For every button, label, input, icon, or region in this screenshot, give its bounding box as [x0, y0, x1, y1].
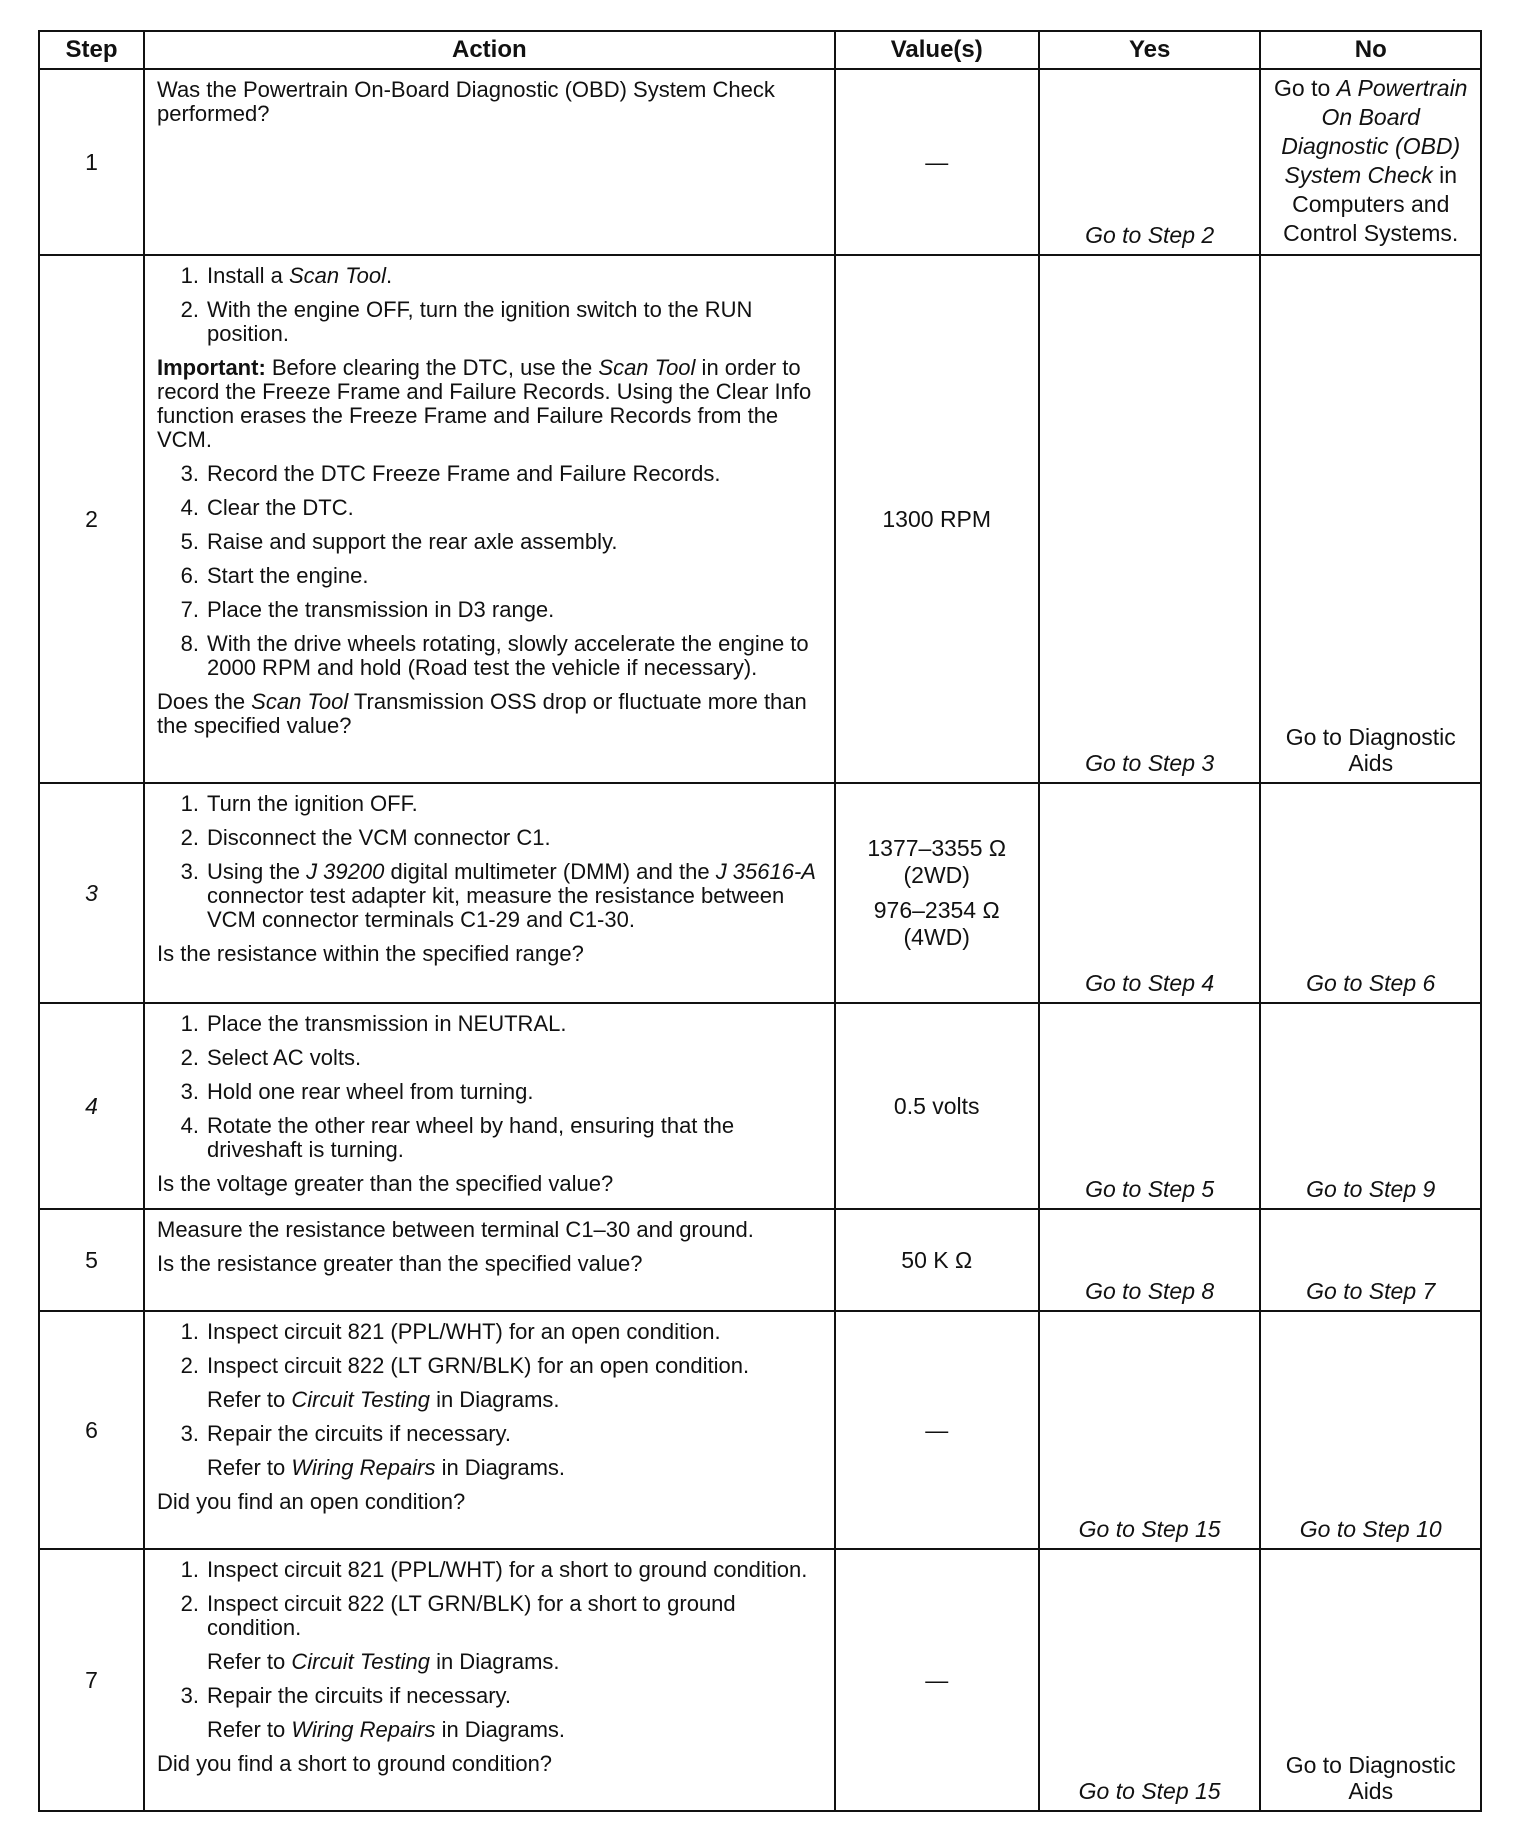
step-number: 7: [39, 1549, 144, 1811]
diagnostic-table-page: [38, 30, 1482, 1812]
no-cell: Go to Step 9: [1260, 1003, 1481, 1209]
step-number: 1: [39, 69, 144, 255]
action-question: Was the Powertrain On-Board Diagnostic (OBD) System Check performed?: [157, 77, 775, 126]
diagnostic-table: [38, 30, 1482, 1812]
yes-cell: Go to Step 15: [1039, 1311, 1261, 1549]
no-cell: Go to Diagnostic Aids: [1260, 255, 1481, 783]
list-item: 1. Turn the ignition OFF.: [180, 791, 418, 816]
action-question: Is the resistance within the specified range?: [157, 941, 584, 966]
header-step: Step: [39, 31, 144, 69]
no-cell: Go to Diagnostic Aids: [1260, 1549, 1481, 1811]
step-number: 6: [39, 1311, 144, 1549]
no-cell: Go to Step 10: [1260, 1311, 1481, 1549]
step-number: 2: [39, 255, 144, 783]
list-item: 1. Place the transmission in NEUTRAL.: [180, 1011, 567, 1036]
step-number: 4: [39, 1003, 144, 1209]
action-cell: [144, 69, 835, 255]
action-cell: [144, 1311, 835, 1549]
list-item: 3. Record the DTC Freeze Frame and Failure Records.: [180, 461, 721, 486]
list-item: 1. Install a Scan Tool.: [180, 263, 393, 288]
table-row: [39, 1003, 1481, 1209]
action-cell: [144, 255, 835, 783]
action-text: Measure the resistance between terminal C1–30 and ground.: [157, 1217, 754, 1242]
action-question: Did you find a short to ground condition?: [157, 1751, 553, 1776]
list-item: 2. Inspect circuit 822 (LT GRN/BLK) for a short to ground condition.: [180, 1591, 736, 1640]
list-item: 2. Disconnect the VCM connector C1.: [180, 825, 551, 850]
action-cell: [144, 1209, 835, 1311]
reference-note: Refer to Wiring Repairs in Diagrams.: [207, 1455, 566, 1480]
action-question: Did you find an open condition?: [157, 1489, 466, 1514]
value-cell: 50 K Ω: [835, 1209, 1039, 1311]
list-item: 3. Repair the circuits if necessary.: [180, 1421, 512, 1446]
table-row: [39, 255, 1481, 783]
reference-note: Refer to Circuit Testing in Diagrams.: [207, 1649, 560, 1674]
no-cell: Go to Step 6: [1260, 783, 1481, 1003]
table-row: [39, 783, 1481, 1003]
list-item: 4. Rotate the other rear wheel by hand, ensuring that the driveshaft is turning.: [180, 1113, 735, 1162]
value-cell: 0.5 volts: [835, 1003, 1039, 1209]
list-item: 4. Clear the DTC.: [180, 495, 354, 520]
header-values: Value(s): [835, 31, 1039, 69]
important-note: Important: Before clearing the DTC, use the Scan Tool in order to record the Freeze Frame and Failure Records. Using the Clear Info function erases the Freeze Frame and Failure Records from the VCM.: [157, 355, 812, 452]
list-item: 1. Inspect circuit 821 (PPL/WHT) for an open condition.: [180, 1319, 721, 1344]
list-item: 3. Repair the circuits if necessary.: [180, 1683, 512, 1708]
value-cell: —: [835, 1311, 1039, 1549]
value-cell: —: [835, 1549, 1039, 1811]
list-item: 7. Place the transmission in D3 range.: [180, 597, 555, 622]
header-no: No: [1260, 31, 1481, 69]
list-item: 5. Raise and support the rear axle assembly.: [180, 529, 618, 554]
value-cell: —: [835, 69, 1039, 255]
action-question: Is the voltage greater than the specified value?: [157, 1171, 614, 1196]
list-item: 2. With the engine OFF, turn the ignition switch to the RUN position.: [180, 297, 753, 346]
yes-cell: Go to Step 15: [1039, 1549, 1261, 1811]
header-action: Action: [144, 31, 835, 69]
table-row: [39, 69, 1481, 255]
yes-cell: Go to Step 5: [1039, 1003, 1261, 1209]
table-row: [39, 1549, 1481, 1811]
value-2wd: 1377–3355 Ω (2WD): [867, 835, 1007, 888]
list-item: 2. Select AC volts.: [180, 1045, 362, 1070]
table-row: [39, 1209, 1481, 1311]
value-cell: 1300 RPM: [835, 255, 1039, 783]
yes-cell: Go to Step 8: [1039, 1209, 1261, 1311]
value-cell: [835, 783, 1039, 1003]
reference-note: Refer to Circuit Testing in Diagrams.: [207, 1387, 560, 1412]
list-item: 3. Using the J 39200 digital multimeter (DMM) and the J 35616-A connector test adapter kit, measure the resistance between VCM connector terminals C1-29 and C1-30.: [180, 859, 816, 932]
yes-cell: Go to Step 3: [1039, 255, 1261, 783]
step-number: 5: [39, 1209, 144, 1311]
step-number: 3: [39, 783, 144, 1003]
action-cell: [144, 1549, 835, 1811]
list-item: 2. Inspect circuit 822 (LT GRN/BLK) for an open condition.: [180, 1353, 750, 1378]
yes-cell: Go to Step 2: [1039, 69, 1261, 255]
yes-cell: Go to Step 4: [1039, 783, 1261, 1003]
action-cell: [144, 783, 835, 1003]
header-yes: Yes: [1039, 31, 1261, 69]
action-question: Is the resistance greater than the specified value?: [157, 1251, 643, 1276]
action-question: Does the Scan Tool Transmission OSS drop or fluctuate more than the specified value?: [157, 689, 807, 738]
value-4wd: 976–2354 Ω (4WD): [873, 897, 1000, 950]
reference-note: Refer to Wiring Repairs in Diagrams.: [207, 1717, 566, 1742]
table-header-row: [39, 31, 1481, 69]
list-item: 1. Inspect circuit 821 (PPL/WHT) for a short to ground condition.: [180, 1557, 808, 1582]
list-item: 3. Hold one rear wheel from turning.: [180, 1079, 534, 1104]
list-item: 6. Start the engine.: [180, 563, 369, 588]
action-cell: [144, 1003, 835, 1209]
no-cell: Go to Step 7: [1260, 1209, 1481, 1311]
table-row: [39, 1311, 1481, 1549]
list-item: 8. With the drive wheels rotating, slowly accelerate the engine to 2000 RPM and hold (Road test the vehicle if necessary).: [180, 631, 809, 680]
no-cell: Go to A Powertrain On Board Diagnostic (OBD) System Check in Computers and Control Systems.: [1260, 69, 1481, 255]
